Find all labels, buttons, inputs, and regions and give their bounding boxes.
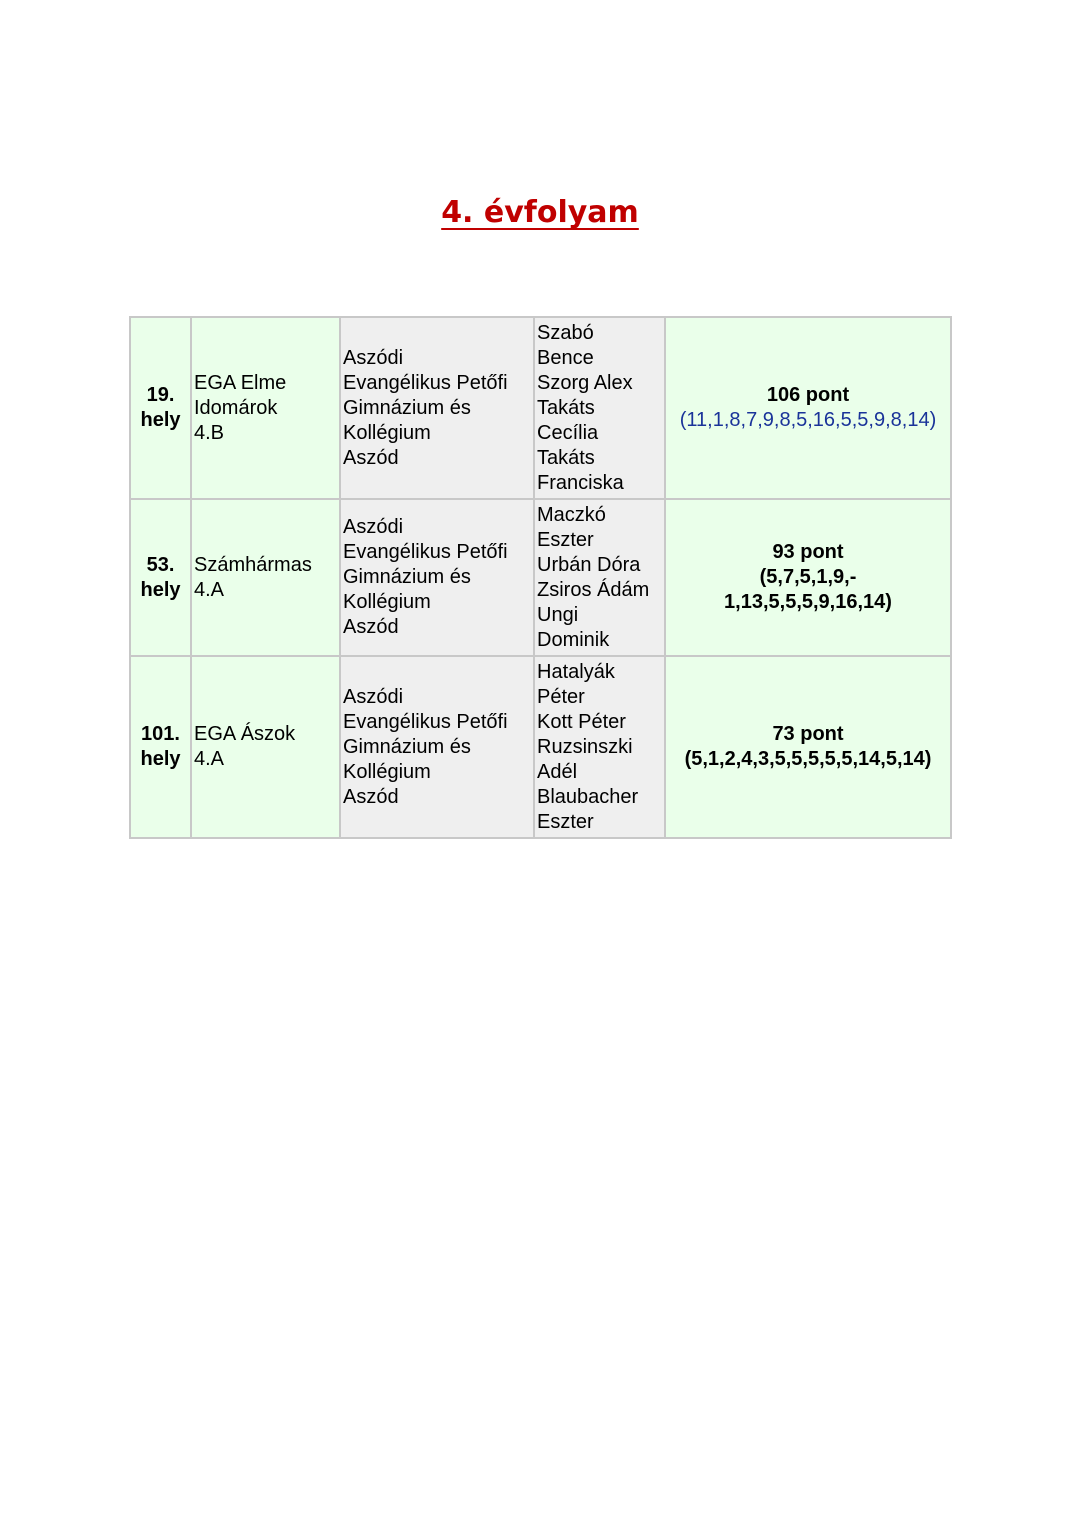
school-line: Evangélikus Petőfi bbox=[343, 710, 508, 733]
score-points: 106 pont bbox=[766, 384, 850, 406]
member-line: Eszter bbox=[537, 810, 594, 833]
team-name-line: EGA Elme bbox=[194, 371, 287, 394]
school-line: Aszódi bbox=[343, 346, 404, 369]
team-class: 4.A bbox=[194, 748, 225, 770]
school-line: Gimnázium és bbox=[343, 396, 471, 419]
member-line: Szorg Alex bbox=[537, 371, 633, 394]
table-row bbox=[130, 317, 951, 499]
team-class: 4.B bbox=[194, 421, 225, 444]
school-cell bbox=[340, 317, 534, 499]
team-cell bbox=[191, 656, 340, 838]
place-cell bbox=[130, 656, 191, 838]
score-cell bbox=[665, 499, 951, 656]
school-line: Aszód bbox=[343, 616, 399, 638]
score-points: 93 pont bbox=[772, 541, 844, 563]
team-cell bbox=[191, 499, 340, 656]
member-line: Ruzsinszki bbox=[537, 735, 633, 758]
member-line: Franciska bbox=[537, 471, 624, 494]
member-line: Szabó bbox=[537, 321, 594, 344]
school-line: Gimnázium és bbox=[343, 735, 471, 758]
member-line: Péter bbox=[537, 685, 585, 708]
member-line: Dominik bbox=[537, 628, 610, 651]
place-number: 53. bbox=[146, 553, 175, 576]
school-cell bbox=[340, 656, 534, 838]
results-table bbox=[129, 316, 952, 839]
team-name-line: Idomárok bbox=[194, 396, 278, 419]
members-cell bbox=[534, 499, 665, 656]
place-number: 101. bbox=[141, 723, 180, 745]
score-cell bbox=[665, 317, 951, 499]
place-word: hely bbox=[140, 409, 181, 431]
school-line: Evangélikus Petőfi bbox=[343, 371, 508, 394]
score-detail: (5,7,5,1,9,- bbox=[759, 566, 857, 588]
page-title: 4. évfolyam bbox=[441, 195, 639, 230]
team-class: 4.A bbox=[194, 578, 225, 601]
place-word: hely bbox=[140, 578, 181, 601]
place-cell bbox=[130, 499, 191, 656]
score-detail: 1,13,5,5,5,9,16,14) bbox=[724, 591, 892, 613]
school-line: Aszódi bbox=[343, 516, 404, 538]
members-cell bbox=[534, 656, 665, 838]
school-line: Aszódi bbox=[343, 685, 404, 708]
member-line: Urbán Dóra bbox=[537, 553, 641, 576]
score-points: 73 pont bbox=[772, 723, 844, 745]
school-cell bbox=[340, 499, 534, 656]
place-cell bbox=[130, 317, 191, 499]
team-name-line: Számhármas bbox=[194, 553, 312, 576]
member-line: Maczkó bbox=[537, 503, 606, 526]
member-line: Takáts bbox=[537, 396, 595, 419]
school-line: Kollégium bbox=[343, 421, 431, 444]
member-line: Takáts bbox=[537, 446, 595, 469]
member-line: Ungi bbox=[537, 603, 579, 626]
member-line: Eszter bbox=[537, 528, 594, 551]
score-detail: (5,1,2,4,3,5,5,5,5,5,14,5,14) bbox=[684, 748, 932, 770]
school-line: Aszód bbox=[343, 446, 399, 469]
school-line: Gimnázium és bbox=[343, 566, 471, 588]
member-line: Hatalyák bbox=[537, 660, 615, 683]
team-name-line: EGA Ászok bbox=[194, 723, 296, 745]
place-word: hely bbox=[140, 748, 181, 770]
table-row bbox=[130, 499, 951, 656]
member-line: Kott Péter bbox=[537, 710, 626, 733]
member-line: Bence bbox=[537, 346, 594, 369]
members-cell bbox=[534, 317, 665, 499]
score-detail: (11,1,8,7,9,8,5,16,5,5,9,8,14) bbox=[679, 409, 937, 431]
table-row bbox=[130, 656, 951, 838]
team-cell bbox=[191, 317, 340, 499]
school-line: Evangélikus Petőfi bbox=[343, 541, 508, 563]
school-line: Aszód bbox=[343, 785, 399, 808]
school-line: Kollégium bbox=[343, 591, 431, 613]
member-line: Cecília bbox=[537, 421, 599, 444]
member-line: Adél bbox=[537, 760, 578, 783]
score-cell bbox=[665, 656, 951, 838]
school-line: Kollégium bbox=[343, 760, 431, 783]
member-line: Zsiros Ádám bbox=[537, 578, 650, 601]
place-number: 19. bbox=[146, 384, 175, 406]
member-line: Blaubacher bbox=[537, 785, 639, 808]
